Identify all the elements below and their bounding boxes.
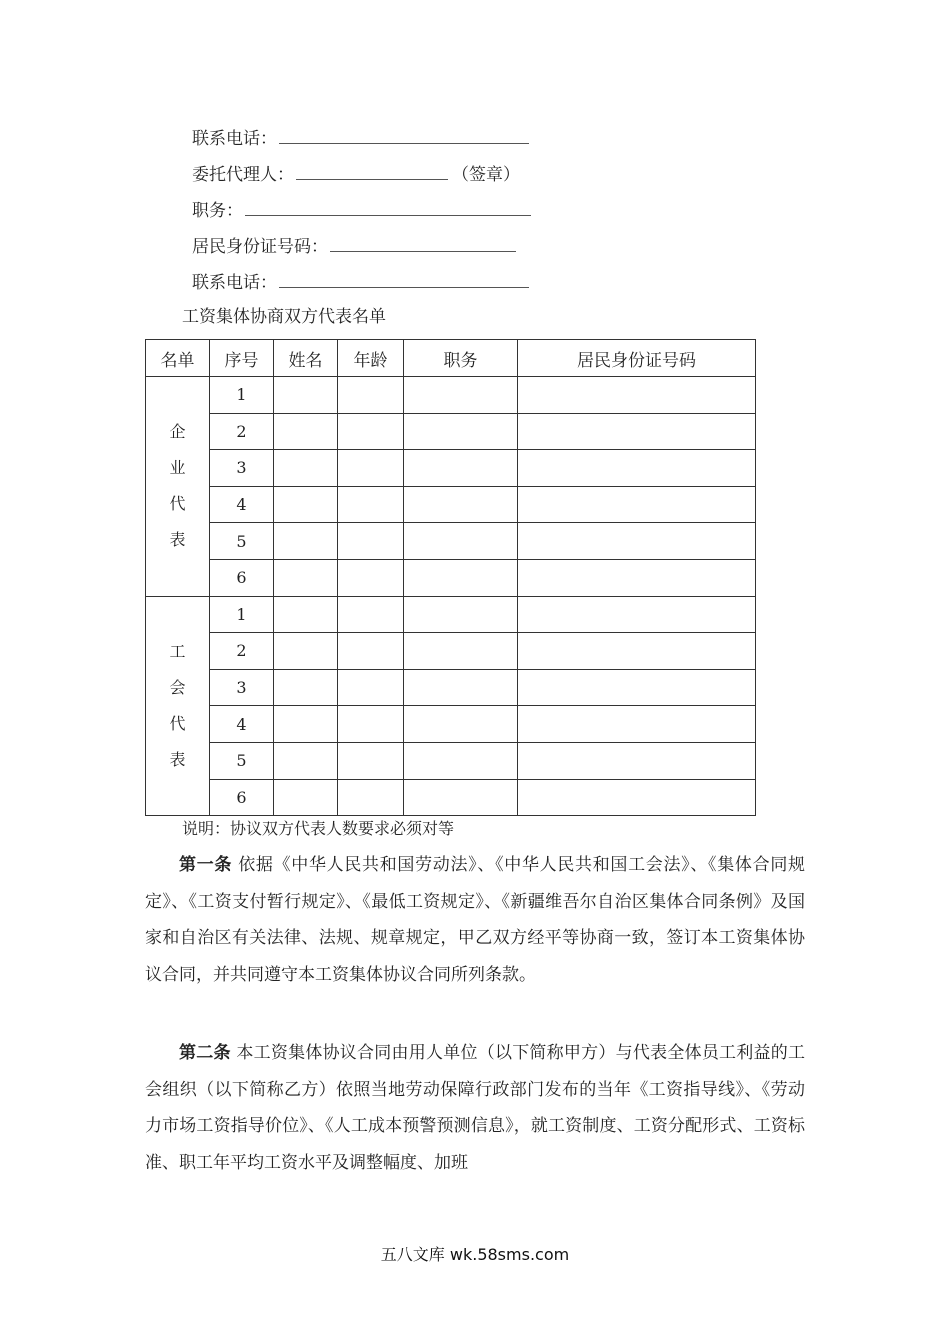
id-cell (518, 377, 756, 414)
group-char: 表 (169, 530, 186, 550)
name-cell (274, 413, 338, 450)
position-cell (404, 450, 518, 487)
seq-cell: 6 (210, 559, 274, 596)
header-id-number: 居民身份证号码 (518, 340, 756, 377)
age-cell (338, 377, 404, 414)
group-char: 业 (169, 458, 186, 478)
seq-cell: 2 (210, 633, 274, 670)
position-cell (404, 559, 518, 596)
article-2 (145, 1035, 805, 1181)
article-heading: 第二条 (179, 1043, 231, 1063)
id-cell (518, 559, 756, 596)
position-cell (404, 779, 518, 816)
contact-phone-field-1 (192, 127, 529, 151)
position-cell (404, 596, 518, 633)
seq-cell: 5 (210, 523, 274, 560)
header-list: 名单 (146, 340, 210, 377)
id-cell (518, 596, 756, 633)
fill-line (245, 199, 531, 216)
age-cell (338, 706, 404, 743)
field-label: 居民身份证号码： (192, 237, 328, 257)
table-row (146, 413, 756, 450)
footer-watermark: 五八文库 wk.58sms.com (380, 1245, 570, 1264)
seq-cell: 3 (210, 450, 274, 487)
seq-cell: 4 (210, 486, 274, 523)
table-row (146, 669, 756, 706)
seq-cell: 1 (210, 596, 274, 633)
age-cell (338, 742, 404, 779)
name-cell (274, 377, 338, 414)
seq-cell: 6 (210, 779, 274, 816)
name-cell (274, 633, 338, 670)
agent-field (192, 163, 520, 187)
table-row (146, 779, 756, 816)
age-cell (338, 779, 404, 816)
article-text: 本工资集体协议合同由用人单位（以下简称甲方）与代表全体员工利益的工会组织（以下简称乙方）依照当地劳动保障行政部门发布的当年《工资指导线》、《劳动力市场工资指导价位》、《人工成本预警预测信息》，就工资制度、工资分配形式、工资标准、职工年平均工资水平及调整幅度、加班 (145, 1043, 806, 1173)
group-char: 企 (169, 422, 186, 442)
header-position: 职务 (404, 340, 518, 377)
seq-cell: 1 (210, 377, 274, 414)
age-cell (338, 450, 404, 487)
table-row (146, 450, 756, 487)
group-char: 代 (169, 713, 186, 733)
table-row (146, 486, 756, 523)
group-char: 会 (169, 677, 186, 697)
article-1 (145, 847, 805, 993)
field-suffix: （签章） (452, 165, 520, 185)
field-label: 联系电话： (192, 273, 277, 293)
name-cell (274, 559, 338, 596)
article-text: 依据《中华人民共和国劳动法》、《中华人民共和国工会法》、《集体合同规定》、《工资支付暂行规定》、《最低工资规定》、《新疆维吾尔自治区集体合同条例》及国家和自治区有关法律、法规、规章规定，甲乙双方经平等协商一致，签订本工资集体协议合同，并共同遵守本工资集体协议合同所列条款。 (145, 855, 806, 985)
field-label: 联系电话： (192, 129, 277, 149)
name-cell (274, 523, 338, 560)
name-cell (274, 486, 338, 523)
position-cell (404, 742, 518, 779)
age-cell (338, 559, 404, 596)
group-char: 工 (169, 641, 186, 661)
position-field (192, 199, 531, 223)
id-cell (518, 706, 756, 743)
header-name: 姓名 (274, 340, 338, 377)
id-number-field (192, 235, 516, 259)
position-cell (404, 669, 518, 706)
position-cell (404, 377, 518, 414)
group-label-enterprise (146, 377, 210, 597)
name-cell (274, 779, 338, 816)
id-cell (518, 742, 756, 779)
seq-cell: 4 (210, 706, 274, 743)
name-cell (274, 450, 338, 487)
header-age: 年龄 (338, 340, 404, 377)
name-cell (274, 596, 338, 633)
field-label: 委托代理人： (192, 165, 294, 185)
table-row (146, 596, 756, 633)
table-row (146, 633, 756, 670)
representatives-table (145, 339, 756, 816)
fill-line (279, 271, 529, 288)
table-note: 说明：协议双方代表人数要求必须对等 (182, 819, 455, 838)
table-row (146, 377, 756, 414)
seq-cell: 5 (210, 742, 274, 779)
position-cell (404, 706, 518, 743)
group-char: 表 (169, 749, 186, 769)
age-cell (338, 486, 404, 523)
age-cell (338, 523, 404, 560)
seq-cell: 3 (210, 669, 274, 706)
age-cell (338, 669, 404, 706)
id-cell (518, 413, 756, 450)
fill-line (296, 163, 448, 180)
id-cell (518, 486, 756, 523)
table-header-row (146, 340, 756, 377)
position-cell (404, 523, 518, 560)
table-title: 工资集体协商双方代表名单 (182, 307, 386, 327)
field-label: 职务： (192, 201, 243, 221)
group-label-union (146, 596, 210, 816)
age-cell (338, 633, 404, 670)
article-heading: 第一条 (179, 855, 233, 875)
id-cell (518, 450, 756, 487)
name-cell (274, 706, 338, 743)
id-cell (518, 523, 756, 560)
group-char: 代 (169, 494, 186, 514)
age-cell (338, 413, 404, 450)
position-cell (404, 486, 518, 523)
contact-phone-field-2 (192, 271, 529, 295)
id-cell (518, 633, 756, 670)
header-seq: 序号 (210, 340, 274, 377)
table-row (146, 523, 756, 560)
position-cell (404, 413, 518, 450)
seq-cell: 2 (210, 413, 274, 450)
fill-line (279, 127, 529, 144)
fill-line (330, 235, 516, 252)
table-row (146, 742, 756, 779)
id-cell (518, 779, 756, 816)
table-row (146, 559, 756, 596)
name-cell (274, 669, 338, 706)
id-cell (518, 669, 756, 706)
table-row (146, 706, 756, 743)
position-cell (404, 633, 518, 670)
name-cell (274, 742, 338, 779)
age-cell (338, 596, 404, 633)
